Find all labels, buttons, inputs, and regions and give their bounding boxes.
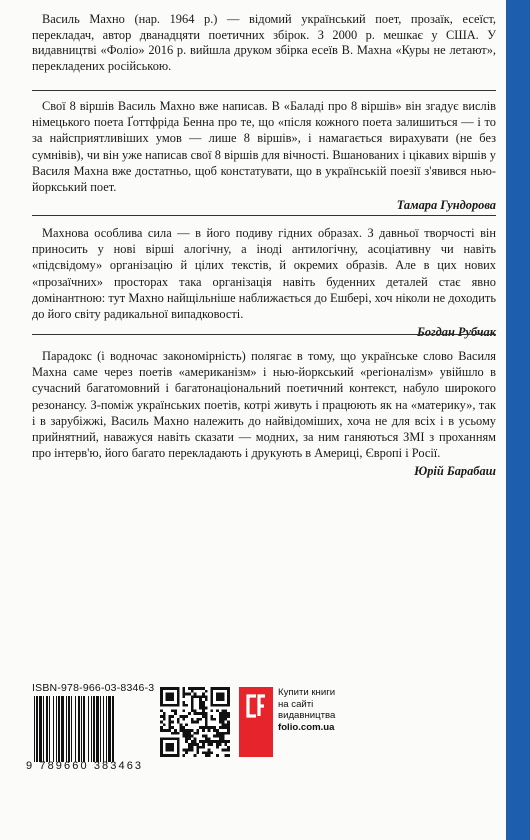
blue-spine-strip	[506, 0, 530, 840]
publisher-logo-mark	[243, 693, 269, 719]
barcode-icon	[32, 696, 146, 762]
review-quote-author: Тамара Гундорова	[396, 198, 496, 213]
review-quote-3	[32, 348, 496, 479]
author-bio-text: Василь Махно (нар. 1964 р.) — відомий український поет, прозаїк, есеїст, перекладач, автор дванадцяти поетичних збірок. З 2000 р. мешкає у США. У видавництві «Фоліо» 2016 р. вийшла друком збірка есеїв В. Махна «Куры не летают», перекладених російською.	[32, 12, 496, 73]
review-quote-text: Махнова особлива сила — в його подиву гідних образах. З давньої творчості він приносить у нові вірші алогічну, а іноді антилогічну, асоціативну чи навіть «підсвідому» організацію й цілих текстів, й окремих образів. Але в цих нових «прозаїчних» просторах така організація навіть буденних деталей стає явно домінантною: тут Махно найщільніше наближається до Ешбері, хоч ніколи не доходить до його світу радикальної випадковості.	[32, 226, 496, 322]
author-bio	[32, 12, 496, 74]
qr-code-icon[interactable]	[160, 687, 230, 757]
isbn-label: ISBN-978-966-03-8346-3	[32, 682, 155, 694]
review-quote-text: Парадокс (і водночас закономірність) полягає в тому, що українське слово Василя Махна саме через поетів «американізм» і нью-йоркський «регіоналізм» увійшло в сучасний багатомовний і багатонаціональний поетичний контекст, набуло широкого резонансу. З-поміж українських поетів, котрі живуть і працюють як на «материку», так і в зарубіжжі, Василь Махно належить до найвідоміших, хоча не для всіх і в усьому прийнятний, наважуся навіть сказати — модних, за ним ганяються ЗМІ з проханням про інтерв'ю, його багато перекладають і друкують в Америці, Європі і Росії.	[32, 349, 496, 461]
review-quote-text: Свої 8 віршів Василь Махно вже написав. В «Баладі про 8 віршів» він згадує вислів німецького поета Ґоттфріда Бенна про те, що «після кожного поета залишиться — і то за найсприятливіших умов — лише 8 віршів», і намагається вирахувати (не без сумнівів), чи він уже написав свої 8 віршів для вічності. Вшанованих і цікавих віршів у Василя Махна вже достатньо, щоб констатувати, що в українській поезії з'явився нью-йоркський поет.	[32, 99, 496, 195]
promo-line: видавництва	[278, 710, 336, 722]
divider-rule-1	[32, 90, 496, 91]
review-quote-author: Юрій Барабаш	[414, 464, 496, 479]
barcode-digits: 9 789660 383463	[26, 760, 144, 772]
publisher-logo-icon	[239, 687, 273, 757]
divider-rule-3	[32, 334, 496, 335]
review-quote-author: Богдан Рубчак	[416, 325, 496, 340]
review-quote-2	[32, 225, 496, 340]
publisher-promo	[278, 687, 335, 733]
divider-rule-2	[32, 215, 496, 216]
review-quote-1	[32, 98, 496, 213]
promo-line: на сайті	[278, 698, 314, 710]
publisher-website-link[interactable]: folio.com.ua	[278, 721, 335, 733]
promo-line: Купити книги	[278, 687, 336, 698]
